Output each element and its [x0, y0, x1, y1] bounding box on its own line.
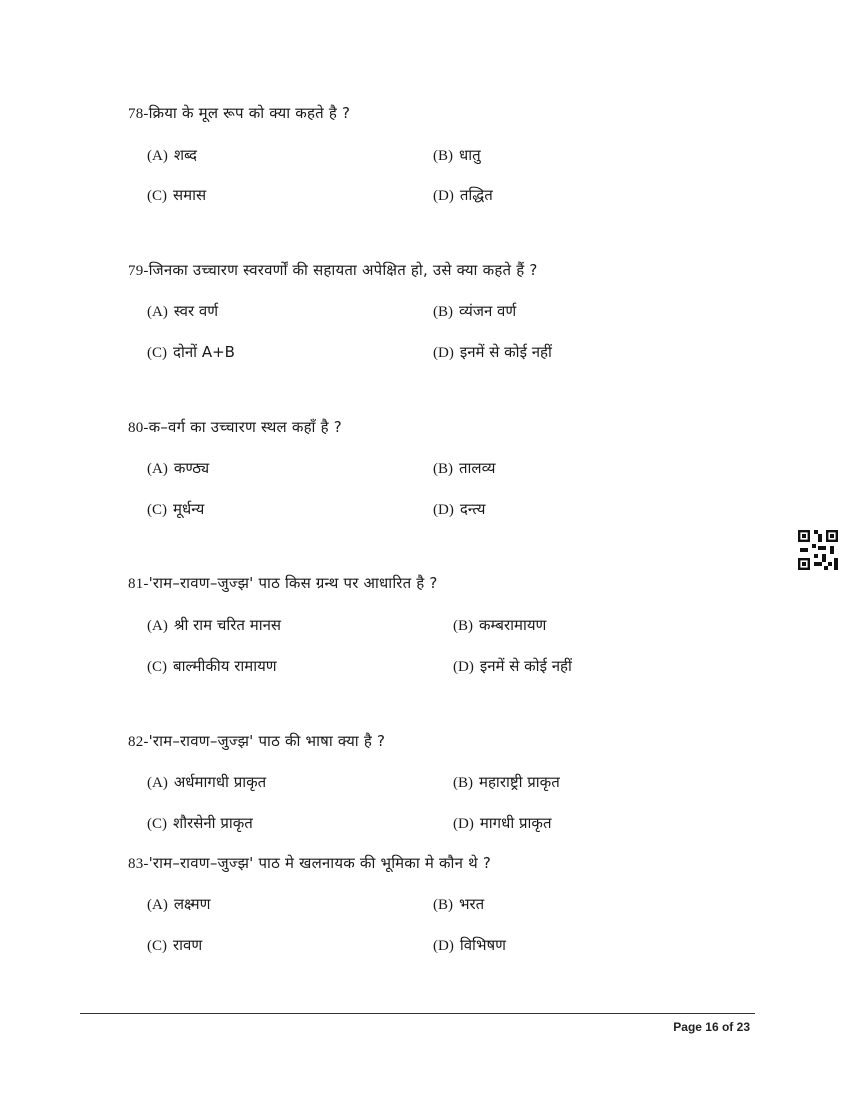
question-text: क्रिया के मूल रूप को क्या कहते है ? — [148, 104, 351, 122]
question-number: 78- — [128, 106, 149, 122]
option-d[interactable] — [453, 656, 572, 676]
option-label: (C) — [147, 816, 167, 832]
option-b[interactable] — [453, 615, 546, 635]
option-c[interactable] — [147, 813, 253, 833]
option-b[interactable] — [433, 301, 516, 321]
option-text: श्री राम चरित मानस — [173, 616, 282, 634]
option-label: (B) — [433, 461, 453, 477]
option-text: धातु — [459, 146, 481, 164]
question-number: 79- — [128, 263, 149, 279]
option-text: लक्ष्मण — [173, 895, 211, 913]
question-82 — [128, 731, 385, 751]
option-text: समास — [173, 186, 207, 204]
question-text: 'राम–रावण–जुज्झ' पाठ की भाषा क्या है ? — [148, 732, 386, 750]
option-b[interactable] — [433, 894, 484, 914]
question-number: 82- — [128, 734, 149, 750]
option-label: (A) — [147, 461, 168, 477]
option-d[interactable] — [433, 342, 552, 362]
option-b[interactable] — [453, 772, 560, 792]
qr-code-icon — [798, 530, 838, 570]
option-label: (C) — [147, 188, 167, 204]
option-a[interactable] — [147, 458, 209, 478]
option-label: (A) — [147, 775, 168, 791]
option-label: (C) — [147, 502, 167, 518]
question-number: 83- — [128, 856, 149, 872]
option-c[interactable] — [147, 499, 204, 519]
option-text: स्वर वर्ण — [173, 302, 219, 320]
option-label: (D) — [433, 938, 454, 954]
option-a[interactable] — [147, 301, 218, 321]
option-text: दन्त्य — [459, 500, 486, 518]
option-text: दोनों A+B — [173, 343, 235, 361]
option-label: (B) — [433, 148, 453, 164]
option-d[interactable] — [433, 499, 485, 519]
option-label: (B) — [433, 897, 453, 913]
option-b[interactable] — [433, 458, 495, 478]
option-text: तालव्य — [459, 459, 496, 477]
option-c[interactable] — [147, 342, 235, 362]
option-text: मागधी प्राकृत — [479, 814, 552, 832]
question-text: जिनका उच्चारण स्वरवर्णों की सहायता अपेक्षित हो, उसे क्या कहते हैं ? — [148, 261, 538, 279]
option-label: (B) — [453, 618, 473, 634]
option-c[interactable] — [147, 185, 206, 205]
option-text: कण्ठ्य — [173, 459, 210, 477]
question-79 — [128, 260, 538, 280]
footer-divider — [80, 1013, 755, 1014]
question-number: 81- — [128, 576, 149, 592]
option-c[interactable] — [147, 656, 277, 676]
option-text: इनमें से कोई नहीं — [459, 343, 552, 361]
question-text: 'राम–रावण–जुज्झ' पाठ मे खलनायक की भूमिका मे कौन थे ? — [148, 854, 492, 872]
option-text: शौरसेनी प्राकृत — [173, 814, 253, 832]
option-text: इनमें से कोई नहीं — [479, 657, 572, 675]
option-text: मूर्धन्य — [173, 500, 205, 518]
question-text: 'राम–रावण–जुज्झ' पाठ किस ग्रन्थ पर आधारित है ? — [148, 574, 438, 592]
option-label: (D) — [453, 659, 474, 675]
option-text: शब्द — [173, 146, 197, 164]
option-a[interactable] — [147, 145, 197, 165]
option-a[interactable] — [147, 772, 266, 792]
option-text: व्यंजन वर्ण — [459, 302, 517, 320]
option-text: रावण — [173, 936, 203, 954]
option-label: (D) — [433, 345, 454, 361]
option-text: भरत — [459, 895, 485, 913]
option-label: (A) — [147, 304, 168, 320]
option-label: (B) — [453, 775, 473, 791]
option-c[interactable] — [147, 935, 202, 955]
question-text: क–वर्ग का उच्चारण स्थल कहाँ है ? — [148, 418, 342, 436]
option-label: (C) — [147, 938, 167, 954]
option-label: (C) — [147, 659, 167, 675]
option-a[interactable] — [147, 615, 281, 635]
option-label: (A) — [147, 618, 168, 634]
question-80 — [128, 417, 342, 437]
option-text: विभिषण — [459, 936, 506, 954]
question-83 — [128, 853, 491, 873]
page-number: Page 16 of 23 — [673, 1020, 750, 1034]
question-81 — [128, 573, 438, 593]
option-label: (D) — [433, 188, 454, 204]
option-text: अर्धमागधी प्राकृत — [173, 773, 267, 791]
option-label: (D) — [433, 502, 454, 518]
option-text: महाराष्ट्री प्राकृत — [479, 773, 560, 791]
option-text: तद्धित — [459, 186, 493, 204]
option-label: (A) — [147, 897, 168, 913]
option-d[interactable] — [433, 935, 506, 955]
option-label: (C) — [147, 345, 167, 361]
option-label: (B) — [433, 304, 453, 320]
option-text: बाल्मीकीय रामायण — [173, 657, 277, 675]
option-text: कम्बरामायण — [479, 616, 547, 634]
option-d[interactable] — [433, 185, 493, 205]
option-label: (D) — [453, 816, 474, 832]
option-b[interactable] — [433, 145, 481, 165]
option-label: (A) — [147, 148, 168, 164]
option-d[interactable] — [453, 813, 552, 833]
option-a[interactable] — [147, 894, 211, 914]
question-number: 80- — [128, 420, 149, 436]
question-78 — [128, 103, 350, 123]
